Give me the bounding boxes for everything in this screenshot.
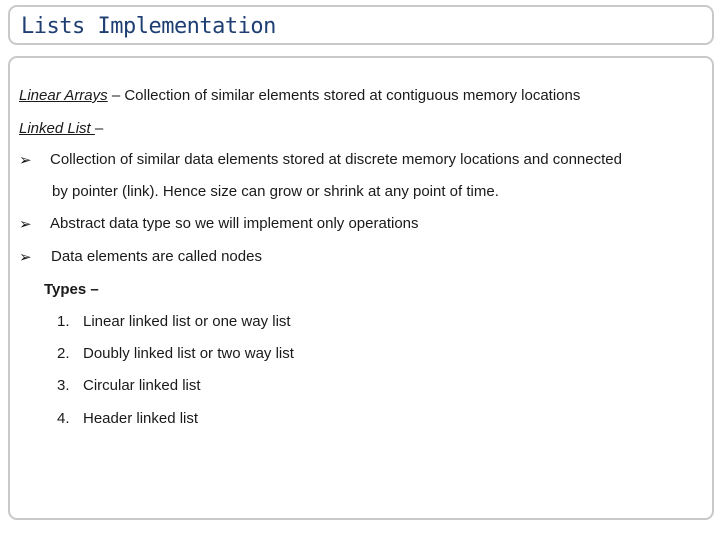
page-title: Lists Implementation — [21, 14, 276, 39]
types-num-2: 2. — [57, 345, 70, 362]
bullet-item-1: Collection of similar data elements stored at discrete memory locations and connected — [50, 151, 622, 168]
types-num-4: 4. — [57, 410, 70, 427]
types-item-2: Doubly linked list or two way list — [83, 345, 294, 362]
types-heading: Types – — [44, 281, 99, 298]
types-item-3: Circular linked list — [83, 377, 201, 394]
linked-list-suffix: – — [94, 120, 104, 137]
linked-list-line — [19, 120, 103, 137]
content-panel — [8, 56, 714, 520]
bullet-item-1-continuation: by pointer (link). Hence size can grow or shrink at any point of time. — [52, 183, 499, 200]
linear-arrays-term: Linear Arrays — [19, 87, 108, 104]
types-item-4: Header linked list — [83, 410, 199, 427]
types-num-3: 3. — [57, 377, 70, 394]
title-bar — [8, 5, 714, 45]
types-num-1: 1. — [57, 313, 70, 330]
linked-list-term: Linked List — [19, 120, 95, 137]
arrow-bullet-icon: ➢ — [19, 215, 32, 233]
arrow-bullet-icon: ➢ — [19, 151, 32, 169]
types-item-1: Linear linked list or one way list — [83, 313, 291, 330]
linear-arrays-line — [19, 87, 580, 104]
linear-arrays-definition: – Collection of similar elements stored at contiguous memory locations — [107, 87, 581, 104]
arrow-bullet-icon: ➢ — [19, 248, 32, 266]
bullet-item-3: Data elements are called nodes — [51, 248, 262, 265]
bullet-item-2: Abstract data type so we will implement only operations — [50, 215, 419, 232]
